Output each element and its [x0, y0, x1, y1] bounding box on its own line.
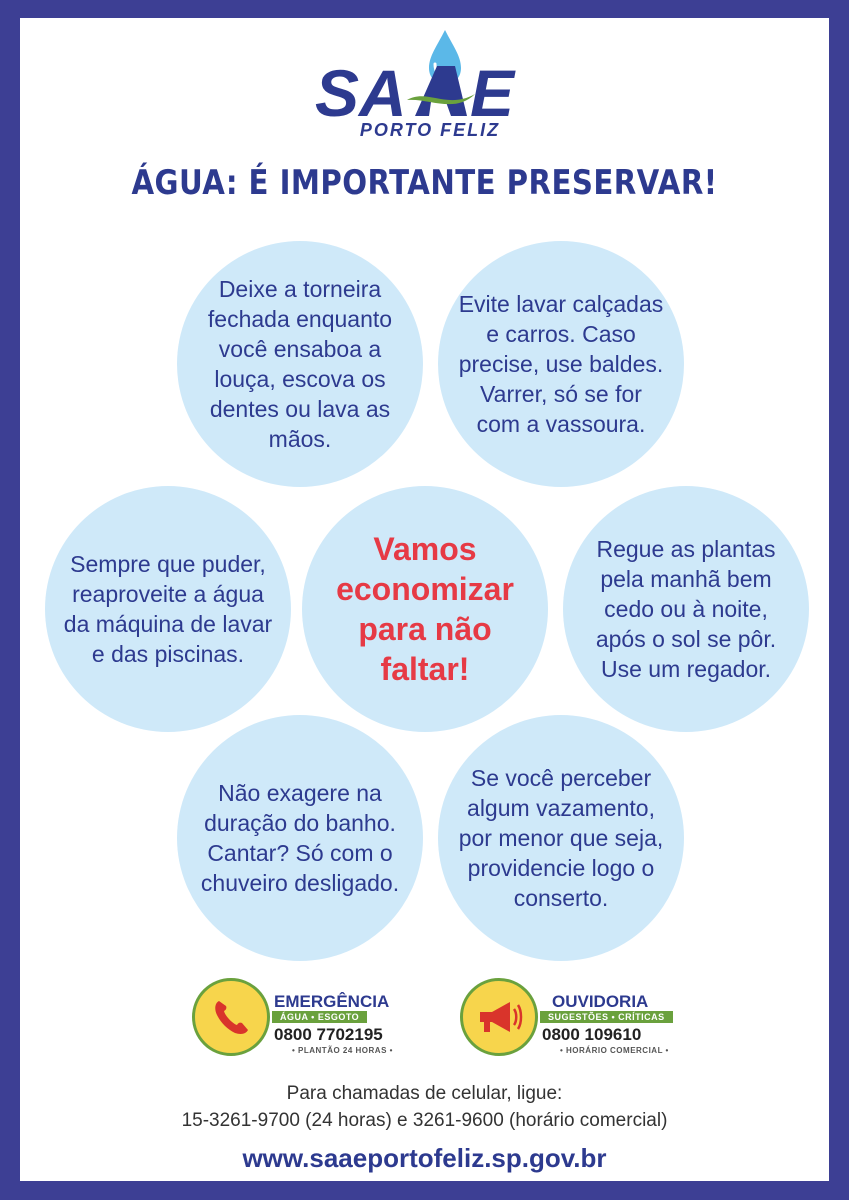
tip-text: Evite lavar calçadas e carros. Caso precise, use baldes. Varrer, só se for com a vassoura. — [458, 291, 664, 437]
tip-bubble-faucet — [177, 241, 423, 487]
mobile-info-line2: 15-3261-9700 (24 horas) e 3261-9600 (horário comercial) — [181, 1110, 668, 1131]
mobile-info — [20, 1080, 829, 1134]
ombudsman-hours: • HORÁRIO COMERCIAL • — [560, 1046, 669, 1055]
svg-text:E: E — [470, 56, 515, 123]
ombudsman-phone: 0800 109610 — [542, 1025, 642, 1044]
ombudsman-contact — [460, 978, 690, 1058]
svg-text:SA: SA — [315, 56, 407, 123]
tip-text: Não exagere na duração do banho. Cantar? Só com o chuveiro desligado. — [200, 780, 400, 896]
poster — [20, 18, 829, 1181]
megaphone-icon — [460, 978, 538, 1056]
tip-bubble-plants — [563, 486, 809, 732]
saae-logo — [315, 28, 555, 148]
tip-text: Sempre que puder, reaproveite a água da máquina de lavar e das piscinas. — [63, 551, 273, 667]
mobile-info-line1: Para chamadas de celular, ligue: — [286, 1083, 563, 1104]
water-drop-logo-icon — [315, 28, 555, 123]
tip-text: Deixe a torneira fechada enquanto você ensaboa a louça, escova os dentes ou lava as mãos. — [207, 276, 393, 452]
phone-icon — [192, 978, 270, 1056]
tip-text: Se você perceber algum vazamento, por menor que seja, providencie logo o conserto. — [458, 765, 664, 911]
tip-bubble-leak — [438, 715, 684, 961]
tip-bubble-shower — [177, 715, 423, 961]
ombudsman-title: OUVIDORIA — [552, 992, 649, 1011]
tip-text: Regue as plantas pela manhã bem cedo ou à noite, após o sol se pôr. Use um regador. — [595, 536, 777, 682]
tip-bubble-sidewalk — [438, 241, 684, 487]
emergency-hours: • PLANTÃO 24 HORAS • — [292, 1046, 393, 1055]
logo-subtitle: PORTO FELIZ — [359, 120, 501, 140]
tip-bubble-reuse — [45, 486, 291, 732]
emergency-services: ÁGUA • ESGOTO — [272, 1011, 367, 1023]
ombudsman-services: SUGESTÕES • CRÍTICAS — [540, 1011, 673, 1023]
center-message-bubble — [302, 486, 548, 732]
emergency-phone: 0800 7702195 — [274, 1025, 383, 1044]
emergency-title: EMERGÊNCIA — [274, 992, 390, 1011]
emergency-contact — [192, 978, 412, 1058]
page-title: ÁGUA: É IMPORTANTE PRESERVAR! — [131, 163, 718, 203]
website-link[interactable]: www.saaeportofeliz.sp.gov.br — [242, 1143, 607, 1173]
center-message: Vamos economizar para não faltar! — [336, 531, 514, 687]
